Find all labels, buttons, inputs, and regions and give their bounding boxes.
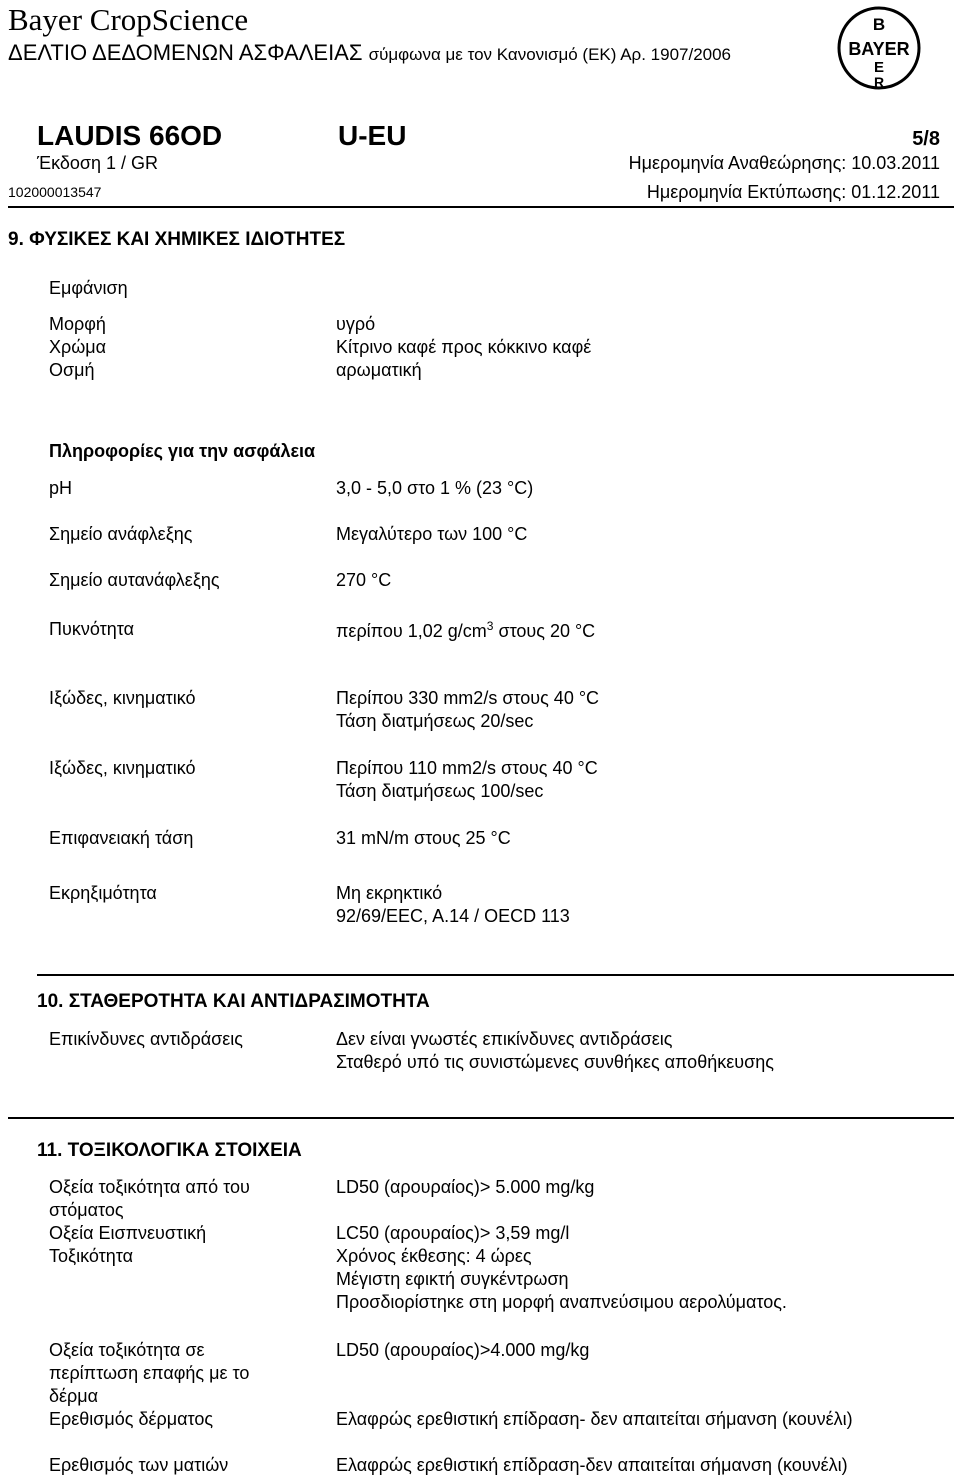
viscosity-1-value: Περίπου 330 mm2/s στους 40 °C: [336, 688, 600, 708]
section-11-title: 11. ΤΟΞΙΚΟΛΟΓΙΚΑ ΣΤΟΙΧΕΙΑ: [37, 1140, 302, 1161]
dermal-toxicity-label-cont2: δέρμα: [49, 1386, 99, 1406]
oral-toxicity-label-cont: στόματος: [49, 1200, 124, 1220]
company-name: Bayer CropScience: [8, 2, 249, 37]
inhalation-exposure-time: Χρόνος έκθεσης: 4 ώρες: [336, 1246, 532, 1266]
eye-irritation-value: Ελαφρώς ερεθιστική επίδραση-δεν απαιτείται σήμανση (κουνέλι): [336, 1455, 848, 1475]
document-title-main: ΔΕΛΤΙΟ ΔΕΔΟΜΕΝΩΝ ΑΣΦΑΛΕΙΑΣ: [8, 40, 363, 65]
density-value-temp: στους 20 °C: [498, 621, 596, 641]
hazardous-reactions-label: Επικίνδυνες αντιδράσεις: [49, 1029, 243, 1049]
surface-tension-value: 31 mN/m στους 25 °C: [336, 828, 511, 848]
page-number: 5/8: [912, 128, 940, 150]
section-11-divider: [8, 1117, 954, 1119]
density-value-main: περίπου 1,02 g/cm: [336, 621, 487, 641]
surface-tension-label: Επιφανειακή τάση: [49, 828, 194, 848]
logo-letter-top: B: [872, 15, 886, 34]
odor-label: Οσμή: [49, 360, 95, 380]
flash-point-value: Μεγαλύτερο των 100 °C: [336, 524, 528, 544]
revision-date: Ημερομηνία Αναθεώρησης: 10.03.2011: [628, 153, 940, 173]
edition: Έκδοση 1 / GR: [37, 153, 159, 173]
logo-letter-bottom2: R: [873, 74, 885, 90]
section-10-title: 10. ΣΤΑΘΕΡΟΤΗΤΑ ΚΑΙ ΑΝΤΙΔΡΑΣΙΜΟΤΗΤΑ: [37, 991, 430, 1012]
inhalation-toxicity-value: LC50 (αρουραίος)> 3,59 mg/l: [336, 1223, 570, 1243]
section-9-title: 9. ΦΥΣΙΚΕΣ ΚΑΙ ΧΗΜΙΚΕΣ ΙΔΙΟΤΗΤΕΣ: [8, 229, 346, 250]
autoignition-label: Σημείο αυτανάφλεξης: [49, 570, 220, 590]
density-value: [336, 619, 595, 642]
inhalation-max-concentration: Μέγιστη εφικτή συγκέντρωση: [336, 1269, 569, 1289]
safety-heading: Πληροφορίες για την ασφάλεια: [49, 441, 316, 461]
document-title: [8, 40, 731, 66]
section-10-divider: [37, 974, 954, 976]
odor-value: αρωματική: [336, 360, 422, 380]
viscosity-2-label: Ιξώδες, κινηματικό: [49, 758, 196, 778]
eye-irritation-label: Ερεθισμός των ματιών: [49, 1455, 229, 1475]
header-divider: [8, 206, 954, 208]
viscosity-1-shear: Τάση διατμήσεως 20/sec: [336, 711, 534, 731]
viscosity-1-label: Ιξώδες, κινηματικό: [49, 688, 196, 708]
bayer-cross-logo-icon: [837, 6, 921, 90]
stability-value: Σταθερό υπό τις συνιστώμενες συνθήκες αποθήκευσης: [336, 1052, 774, 1072]
skin-irritation-value: Ελαφρώς ερεθιστική επίδραση- δεν απαιτείται σήμανση (κουνέλι): [336, 1409, 853, 1429]
density-label: Πυκνότητα: [49, 619, 134, 639]
logo-word: BAYER: [848, 39, 910, 59]
dermal-toxicity-label: Οξεία τοξικότητα σε: [49, 1340, 205, 1360]
explosivity-label: Εκρηξιμότητα: [49, 883, 157, 903]
viscosity-2-value: Περίπου 110 mm2/s στους 40 °C: [336, 758, 598, 778]
skin-irritation-label: Ερεθισμός δέρματος: [49, 1409, 214, 1429]
dermal-toxicity-value: LD50 (αρουραίος)>4.000 mg/kg: [336, 1340, 590, 1360]
hazardous-reactions-value: Δεν είναι γνωστές επικίνδυνες αντιδράσεις: [336, 1029, 673, 1049]
explosivity-value: Μη εκρηκτικό: [336, 883, 443, 903]
appearance-heading: Εμφάνιση: [49, 278, 128, 298]
oral-toxicity-value: LD50 (αρουραίος)> 5.000 mg/kg: [336, 1177, 595, 1197]
inhalation-toxicity-label-cont: Τοξικότητα: [49, 1246, 134, 1266]
logo-letter-bottom1: E: [873, 59, 885, 76]
document-number: 102000013547: [8, 184, 102, 200]
density-superscript: 3: [486, 619, 494, 633]
dermal-toxicity-label-cont1: περίπτωση επαφής με το: [49, 1363, 250, 1383]
inhalation-toxicity-label: Οξεία Εισπνευστική: [49, 1223, 207, 1243]
explosivity-method: 92/69/EEC, A.14 / OECD 113: [336, 906, 570, 926]
ph-value: 3,0 - 5,0 στο 1 % (23 °C): [336, 478, 534, 498]
oral-toxicity-label: Οξεία τοξικότητα από του: [49, 1177, 250, 1197]
color-label: Χρώμα: [49, 337, 107, 357]
region-code: U-EU: [338, 120, 407, 151]
form-value: υγρό: [336, 314, 376, 334]
inhalation-aerosol-note: Προσδιορίστηκε στη μορφή αναπνεύσιμου αερολύματος.: [336, 1292, 787, 1312]
print-date: Ημερομηνία Εκτύπωσης: 01.12.2011: [646, 182, 940, 202]
color-value: Κίτρινο καφέ προς κόκκινο καφέ: [336, 337, 592, 357]
viscosity-2-shear: Τάση διατμήσεως 100/sec: [336, 781, 544, 801]
autoignition-value: 270 °C: [336, 570, 392, 590]
form-label: Μορφή: [49, 314, 106, 334]
document-title-regulation: σύμφωνα με τον Κανονισμό (ΕΚ) Αρ. 1907/2006: [368, 45, 732, 64]
product-name: LAUDIS 66OD: [37, 120, 223, 151]
flash-point-label: Σημείο ανάφλεξης: [49, 524, 193, 544]
ph-label: pH: [49, 478, 73, 498]
